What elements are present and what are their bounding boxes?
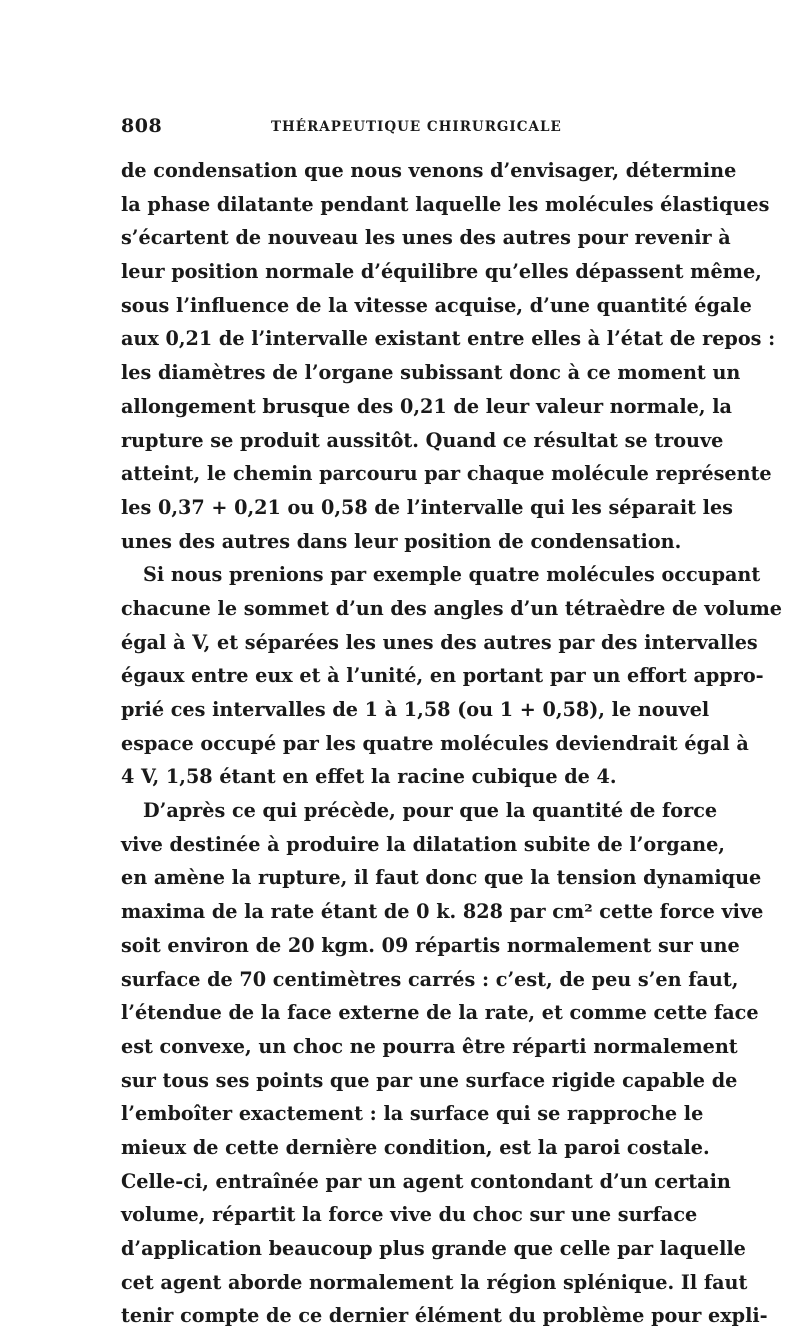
text-line: soit environ de 20 kgm. 09 répartis normalement sur une — [121, 933, 740, 957]
text-line: en amène la rupture, il faut donc que la tension dynamique — [121, 866, 762, 890]
text-line: atteint, le chemin parcouru par chaque molécule représente — [121, 462, 772, 486]
text-line: les diamètres de l’organe subissant donc à ce moment un — [121, 361, 741, 385]
page-number: 808 — [121, 115, 163, 137]
text-line: maxima de la rate étant de 0 k. 828 par cm² cette force vive — [121, 900, 764, 924]
text-line: prié ces intervalles de 1 à 1,58 (ou 1 + 0,58), le nouvel — [121, 698, 710, 721]
text-line: unes des autres dans leur position de condensation. — [121, 529, 682, 553]
text-line: rupture se produit aussitôt. Quand ce résultat se trouve — [121, 428, 724, 452]
text-line: de condensation que nous venons d’envisager, détermine — [121, 159, 737, 182]
text-line: l’étendue de la face externe de la rate, et comme cette face — [121, 1001, 759, 1025]
text-line: Celle-ci, entraînée par un agent contondant d’un certain — [121, 1169, 731, 1193]
body-text — [121, 154, 783, 1333]
text-line: mieux de cette dernière condition, est la paroi costale. — [121, 1135, 710, 1159]
text-line: volume, répartit la force vive du choc sur une surface — [121, 1203, 698, 1227]
text-line: l’emboîter exactement : la surface qui se rapproche le — [121, 1102, 704, 1126]
running-title: THÉRAPEUTIQUE CHIRURGICALE — [271, 119, 562, 135]
book-page — [121, 112, 783, 1333]
text-line: est convexe, un choc ne pourra être réparti normalement — [121, 1034, 738, 1058]
text-line: sous l’influence de la vitesse acquise, d’une quantité égale — [121, 293, 752, 317]
text-line: 4 V, 1,58 étant en effet la racine cubique de 4. — [121, 765, 617, 789]
text-line: s’écartent de nouveau les unes des autres pour revenir à — [121, 226, 731, 250]
text-line: allongement brusque des 0,21 de leur valeur normale, la — [121, 394, 732, 418]
text-line: espace occupé par les quatre molécules deviendrait égal à — [121, 731, 749, 755]
text-line: cet agent aborde normalement la région splénique. Il faut — [121, 1270, 748, 1294]
text-line: D’après ce qui précède, pour que la quantité de force — [143, 799, 718, 823]
text-line: égaux entre eux et à l’unité, en portant par un effort appro- — [121, 664, 764, 688]
text-line: les 0,37 + 0,21 ou 0,58 de l’intervalle qui les séparait les — [121, 495, 733, 519]
text-line: d’application beaucoup plus grande que celle par laquelle — [121, 1237, 746, 1260]
text-line: Si nous prenions par exemple quatre molécules occupant — [143, 563, 761, 587]
text-line: la phase dilatante pendant laquelle les molécules élastiques — [121, 192, 770, 216]
text-line: surface de 70 centimètres carrés : c’est, de peu s’en faut, — [121, 967, 739, 991]
text-line: leur position normale d’équilibre qu’elles dépassent même, — [121, 260, 762, 284]
text-line: sur tous ses points que par une surface rigide capable de — [121, 1068, 738, 1092]
text-line: tenir compte de ce dernier élément du problème pour expli- — [121, 1304, 768, 1328]
running-header — [121, 112, 676, 142]
text-line: aux 0,21 de l’intervalle existant entre elles à l’état de repos : — [121, 327, 776, 351]
text-line: chacune le sommet d’un des angles d’un tétraèdre de volume — [121, 596, 783, 620]
text-line: vive destinée à produire la dilatation subite de l’organe, — [121, 832, 725, 856]
text-line: égal à V, et séparées les unes des autres par des intervalles — [121, 630, 758, 654]
